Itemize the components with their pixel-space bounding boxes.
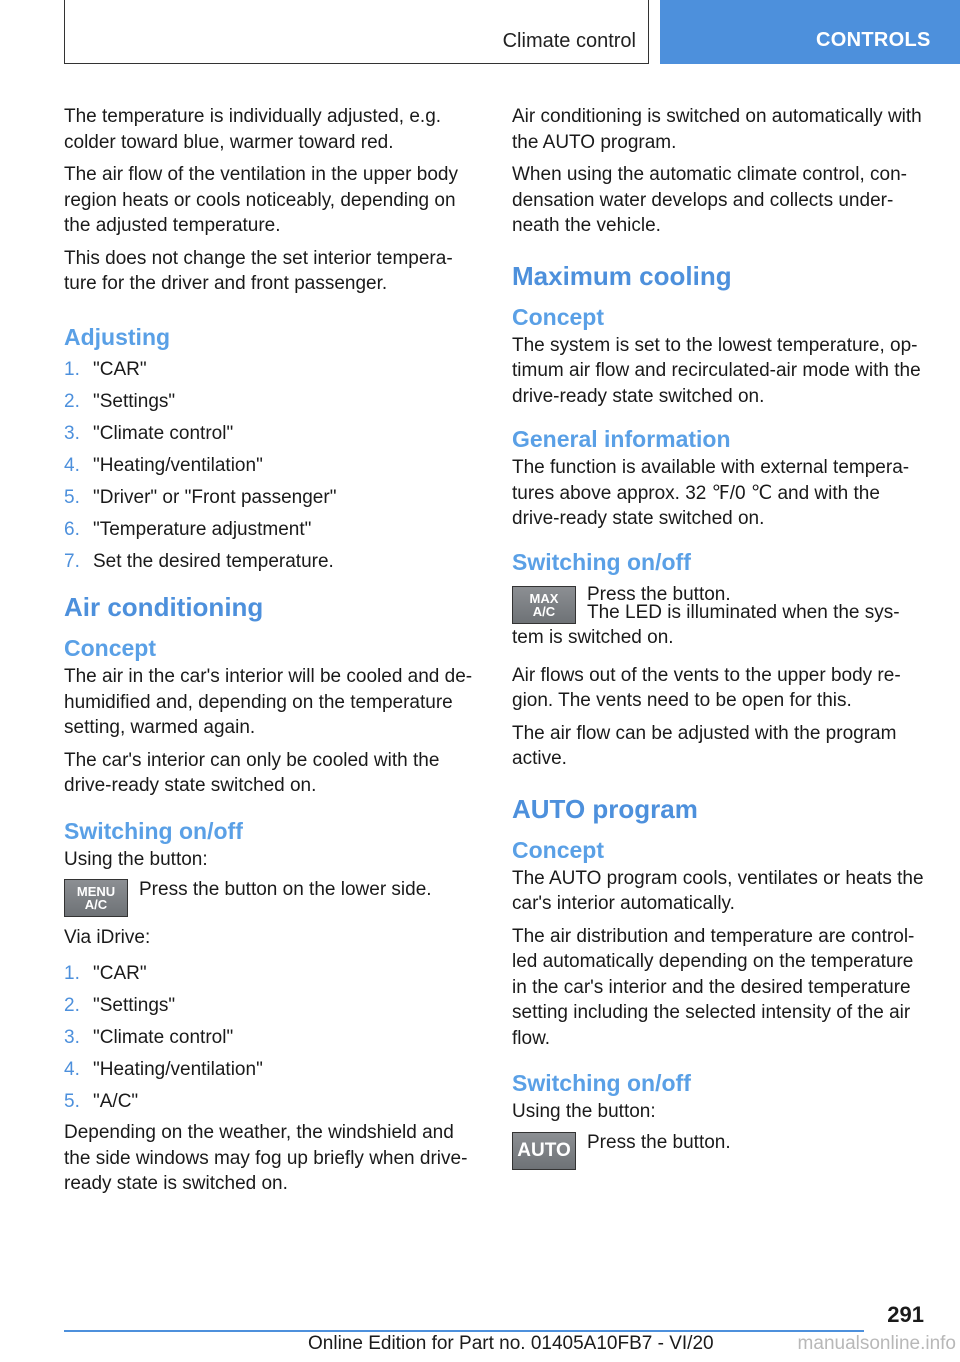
heading-air-conditioning: Air conditioning xyxy=(64,592,264,622)
list-item: 3. "Climate control" xyxy=(64,1026,234,1048)
edition-text: Online Edition for Part no. 01405A10FB7 - VI/20 xyxy=(308,1333,714,1354)
heading-concept: Concept xyxy=(512,836,604,863)
paragraph: The function is available with external tempera‐tures above approx. 32 ℉/0 ℃ and with the drive-ready state switched on. xyxy=(512,457,910,529)
list-item: 7. Set the desired temperature. xyxy=(64,550,334,572)
heading-concept: Concept xyxy=(64,635,156,661)
chapter-tab-label: CONTROLS xyxy=(816,29,931,51)
list-item: 6. "Temperature adjustment" xyxy=(64,518,312,540)
list-item: 4. "Heating/ventilation" xyxy=(64,1058,263,1080)
paragraph: Air conditioning is switched on automatically with the AUTO program. xyxy=(512,106,922,153)
paragraph: The air flow can be adjusted with the program active. xyxy=(512,722,897,769)
paragraph: Via iDrive: xyxy=(64,927,151,948)
paragraph: Press the button. xyxy=(587,1131,731,1153)
heading-maximum-cooling: Maximum cooling xyxy=(512,260,732,291)
list-item: 2. "Settings" xyxy=(64,994,176,1016)
list-item: 1. "CAR" xyxy=(64,358,147,380)
paragraph: The car's interior can only be cooled with the drive-ready state switched on. xyxy=(64,749,440,796)
paragraph: Depending on the weather, the windshield and the side windows may fog up briefly when drive-ready state is switched on. xyxy=(64,1122,468,1194)
watermark: manualsonline.info xyxy=(797,1333,956,1354)
paragraph: The system is set to the lowest temperature, op‐timum air flow and recirculated-air mode with the drive-ready state switched on. xyxy=(512,334,921,407)
paragraph: The air distribution and temperature are control‐led automatically depending on the temperature in the car's interior and the desired temperature setting including the selected intensity of the air flow. xyxy=(512,925,915,1049)
paragraph: The AUTO program cools, ventilates or heats the car's interior automatically. xyxy=(512,867,924,914)
heading-general-information: General information xyxy=(512,426,731,452)
list-item: 5. "A/C" xyxy=(64,1090,139,1112)
button-instruction xyxy=(512,1132,926,1170)
paragraph: Press the button on the lower side. xyxy=(139,879,432,900)
button-instruction xyxy=(64,879,478,917)
heading-concept: Concept xyxy=(512,303,604,330)
right-column xyxy=(512,104,926,1178)
heading-adjusting: Adjusting xyxy=(64,323,171,350)
heading-switching: Switching on/off xyxy=(512,1070,691,1096)
paragraph: Press the button. xyxy=(587,583,731,605)
paragraph: When using the automatic climate control, con‐densation water develops and collects under‐neath the vehicle. xyxy=(512,164,907,236)
adjusting-steps xyxy=(64,357,478,575)
paragraph: The LED is illuminated when the sys‐tem is switched on. xyxy=(512,601,900,648)
list-item: 1. "CAR" xyxy=(64,962,147,984)
footer-divider xyxy=(64,1330,864,1332)
list-item: 3. "Climate control" xyxy=(64,422,234,444)
list-item: 5. "Driver" or "Front passenger" xyxy=(64,486,337,508)
paragraph: Using the button: xyxy=(512,1101,656,1122)
list-item: 4. "Heating/ventilation" xyxy=(64,454,263,476)
paragraph: The air in the car's interior will be cooled and de‐humidified and, depending on the temperature setting, warmed again. xyxy=(64,666,473,738)
chapter-tab[interactable] xyxy=(660,0,960,64)
page-header xyxy=(0,0,960,66)
auto-button-icon: AUTO xyxy=(512,1132,576,1170)
paragraph: Using the button: xyxy=(64,848,208,870)
section-title: Climate control xyxy=(502,30,636,52)
heading-switching: Switching on/off xyxy=(512,548,691,575)
max-ac-button-icon: MAX A/C xyxy=(512,586,576,624)
paragraph: The temperature is individually adjusted, e.g. colder toward blue, warmer toward red. xyxy=(64,106,442,153)
heading-auto-program: AUTO program xyxy=(512,793,698,824)
left-column xyxy=(64,104,478,1204)
menu-ac-button-icon: MENU A/C xyxy=(64,879,128,917)
paragraph: Air flows out of the vents to the upper body re‐gion. The vents need to be open for this. xyxy=(512,664,901,711)
list-item: 2. "Settings" xyxy=(64,390,176,412)
page-number: 291 xyxy=(887,1302,924,1327)
heading-switching: Switching on/off xyxy=(64,817,243,844)
paragraph: This does not change the set interior tempera‐ture for the driver and front passenger. xyxy=(64,247,453,294)
idrive-steps xyxy=(64,961,478,1115)
paragraph: The air flow of the ventilation in the upper body region heats or cools noticeably, depending on the adjusted temperature. xyxy=(64,164,458,236)
